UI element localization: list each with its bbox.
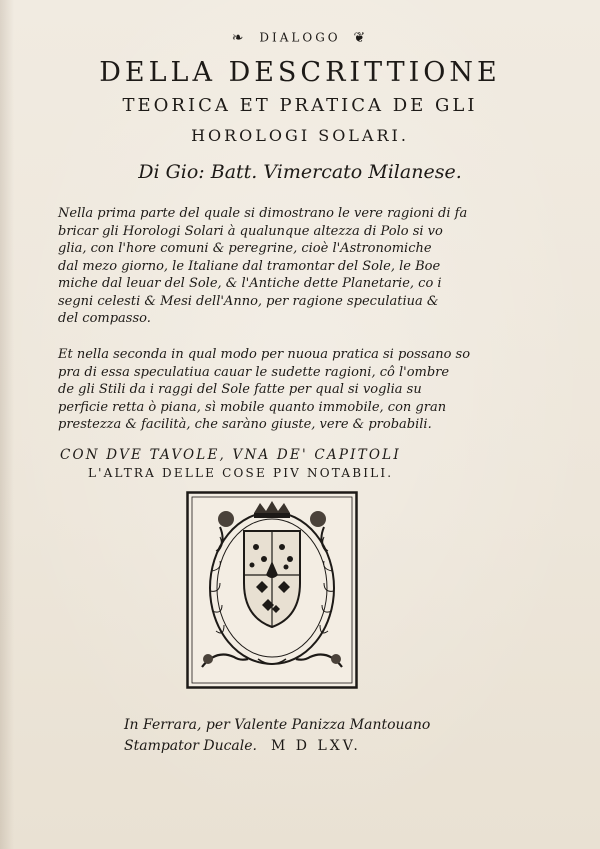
printer-title: Stampator Ducale. [124, 738, 257, 754]
description-paragraph-2 [58, 346, 518, 434]
paragraph-line: Nella prima parte del quale si dimostrano le vere ragioni di fa [58, 206, 468, 221]
paragraph-line: prestezza & facilità, che saràno giuste, vere & probabili. [58, 417, 432, 432]
left-fleuron-icon: ❧ [231, 30, 247, 46]
imprint-line-1: In Ferrara, per Valente Panizza Mantouano [124, 717, 431, 733]
tables-note [60, 446, 480, 482]
title-line-1: DELLA DESCRITTIONE [99, 57, 501, 88]
paragraph-line: Et nella seconda in qual modo per nuoua pratica si possano so [58, 347, 471, 362]
paragraph-line: de gli Stili da i raggi del Sole fatte per qual si voglia su [58, 382, 422, 397]
publication-date: M D LXV. [271, 738, 361, 754]
paragraph-line: del compasso. [58, 311, 151, 326]
paragraph-line: segni celesti & Mesi dell'Anno, per ragione speculatiua & [58, 293, 439, 309]
paragraph-line: glia, con l'hore comuni & peregrine, cioè l'Astronomiche [58, 241, 432, 256]
imprint [124, 715, 484, 757]
description-paragraph-1 [58, 205, 518, 328]
imprint-line-2 [124, 736, 484, 757]
title-line-2: TEORICA ET PRATICA DE GLI [122, 95, 478, 116]
running-head [0, 30, 600, 46]
tables-note-line-2: L'ALTRA DELLE COSE PIV NOTABILI. [88, 466, 394, 480]
author-line: Di Gio: Batt. Vimercato Milanese. [138, 161, 462, 183]
paragraph-line: perficie retta ò piana, sì mobile quanto immobile, con gran [58, 399, 447, 415]
tables-note-line-1: CON DVE TAVOLE, VNA DE' CAPITOLI [60, 447, 401, 463]
paragraph-line: miche dal leuar del Sole, & l'Antiche dette Planetarie, co i [58, 276, 442, 291]
paragraph-line: pra di essa speculatiua cauar le sudette ragioni, cô l'ombre [58, 364, 450, 380]
running-title: DIALOGO [259, 30, 341, 45]
paragraph-line: dal mezo giorno, le Italiane dal tramontar del Sole, le Boe [58, 258, 441, 274]
coat-of-arms-woodcut-icon [186, 491, 358, 689]
right-fleuron-icon: ❦ [353, 30, 369, 46]
title-line-3: HOROLOGI SOLARI. [191, 126, 409, 145]
paragraph-line: bricar gli Horologi Solari à qualunque altezza di Polo si vo [58, 223, 443, 239]
